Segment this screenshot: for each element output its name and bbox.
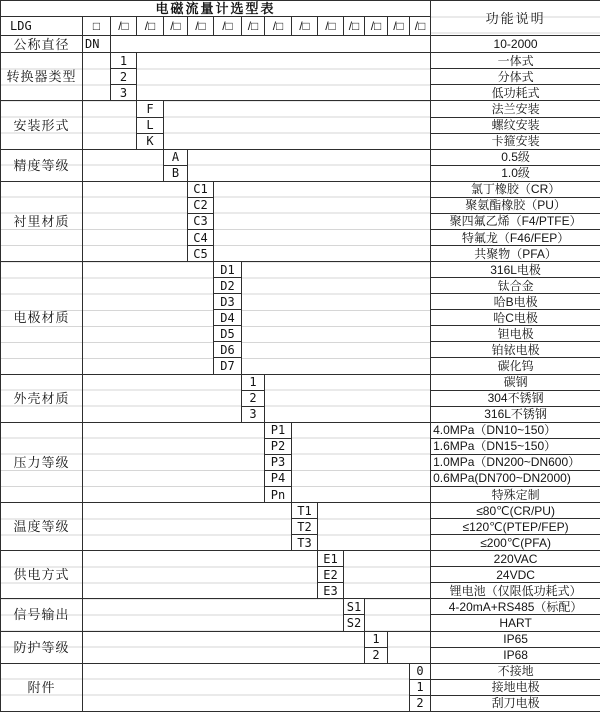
option-code: 2 <box>242 390 265 406</box>
option-code: L <box>137 117 164 133</box>
option-code: P4 <box>265 470 292 486</box>
option-desc: 4-20mA+RS485（标配） <box>431 599 600 615</box>
order-code-slash-box: /□ <box>344 17 365 36</box>
option-code: C3 <box>188 213 214 229</box>
option-desc: 不接地 <box>431 663 600 679</box>
option-desc: 4.0MPa（DN10~150） <box>431 422 600 438</box>
category-label: 信号输出 <box>1 599 83 631</box>
category-label: 外壳材质 <box>1 374 83 422</box>
option-code: D6 <box>214 342 242 358</box>
option-desc: 法兰安装 <box>431 101 600 117</box>
empty-right-span <box>188 149 431 181</box>
option-code: P3 <box>265 454 292 470</box>
option-desc: IP68 <box>431 647 600 663</box>
option-code: DN <box>83 36 111 53</box>
empty-left-span <box>83 503 292 551</box>
option-desc: 卡箍安装 <box>431 133 600 149</box>
empty-right-span <box>137 53 431 101</box>
option-desc: 0.6MPa(DN700~DN2000) <box>431 470 600 486</box>
option-desc: HART <box>431 615 600 631</box>
option-code: P1 <box>265 422 292 438</box>
empty-left-span <box>83 53 111 101</box>
option-code: 3 <box>111 85 137 101</box>
empty-left-span <box>83 551 318 599</box>
table-title: 电磁流量计选型表 <box>1 1 431 17</box>
option-code: D2 <box>214 278 242 294</box>
order-code-slash-box: /□ <box>365 17 388 36</box>
empty-right-span <box>388 631 431 663</box>
option-code: Pn <box>265 486 292 502</box>
option-code: C5 <box>188 246 214 262</box>
order-code-slash-box: /□ <box>214 17 242 36</box>
option-desc: 氯丁橡胶（CR） <box>431 181 600 197</box>
option-code: D5 <box>214 326 242 342</box>
option-desc: 1.6MPa（DN15~150） <box>431 438 600 454</box>
option-desc: 分体式 <box>431 69 600 85</box>
option-desc: 共聚物（PFA） <box>431 246 600 262</box>
category-label: 公称直径 <box>1 36 83 53</box>
option-desc: 刮刀电极 <box>431 695 600 711</box>
option-code: F <box>137 101 164 117</box>
order-code-slash-box: /□ <box>410 17 431 36</box>
option-code: D4 <box>214 310 242 326</box>
option-code: 1 <box>242 374 265 390</box>
option-code: C1 <box>188 181 214 197</box>
option-code: E1 <box>318 551 344 567</box>
option-desc: 聚氨酯橡胶（PU） <box>431 197 600 213</box>
order-code-slash-box: /□ <box>318 17 344 36</box>
category-label: 温度等级 <box>1 503 83 551</box>
category-label: 防护等级 <box>1 631 83 663</box>
category-label: 供电方式 <box>1 551 83 599</box>
model-prefix: LDG <box>1 17 83 36</box>
empty-left-span <box>83 663 410 711</box>
option-desc: 螺纹安装 <box>431 117 600 133</box>
option-desc: 316L电极 <box>431 262 600 278</box>
option-desc: IP65 <box>431 631 600 647</box>
option-code: T2 <box>292 519 318 535</box>
option-code: 3 <box>242 406 265 422</box>
option-code: D7 <box>214 358 242 374</box>
option-code: T1 <box>292 503 318 519</box>
empty-left-span <box>83 374 242 422</box>
option-desc: 220VAC <box>431 551 600 567</box>
option-code: T3 <box>292 535 318 551</box>
empty-right-span <box>214 181 431 261</box>
empty-right-span <box>164 101 431 149</box>
empty-span <box>111 36 431 53</box>
option-code: K <box>137 133 164 149</box>
empty-right-span <box>265 374 431 422</box>
option-code: 2 <box>365 647 388 663</box>
option-code: C4 <box>188 229 214 245</box>
option-code: B <box>164 165 188 181</box>
empty-right-span <box>292 422 431 502</box>
option-code: E2 <box>318 567 344 583</box>
option-desc: 碳化钨 <box>431 358 600 374</box>
option-desc: 铂铱电极 <box>431 342 600 358</box>
option-desc: ≤200℃(PFA) <box>431 535 600 551</box>
selection-table-body <box>1 1 600 712</box>
option-desc: 1.0MPa（DN200~DN600） <box>431 454 600 470</box>
option-desc: 钽电极 <box>431 326 600 342</box>
empty-left-span <box>83 149 164 181</box>
empty-right-span <box>242 262 431 374</box>
order-code-slash-box: /□ <box>265 17 292 36</box>
empty-left-span <box>83 262 214 374</box>
option-desc: 1.0级 <box>431 165 600 181</box>
category-label: 衬里材质 <box>1 181 83 261</box>
option-code: D3 <box>214 294 242 310</box>
option-code: C2 <box>188 197 214 213</box>
order-code-box: □ <box>83 17 111 36</box>
empty-right-span <box>318 503 431 551</box>
category-label: 压力等级 <box>1 422 83 502</box>
option-code: 2 <box>410 695 431 711</box>
option-desc: 24VDC <box>431 567 600 583</box>
order-code-slash-box: /□ <box>137 17 164 36</box>
option-desc: 接地电极 <box>431 679 600 695</box>
option-code: A <box>164 149 188 165</box>
option-code: D1 <box>214 262 242 278</box>
option-code: 1 <box>111 53 137 69</box>
order-code-slash-box: /□ <box>388 17 410 36</box>
option-desc: 碳钢 <box>431 374 600 390</box>
empty-left-span <box>83 181 188 261</box>
category-label: 电极材质 <box>1 262 83 374</box>
empty-right-span <box>344 551 431 599</box>
option-code: 2 <box>111 69 137 85</box>
option-desc: 特氟龙（F46/FEP） <box>431 229 600 245</box>
category-label: 转换器类型 <box>1 53 83 101</box>
empty-left-span <box>83 599 344 631</box>
option-code: 0 <box>410 663 431 679</box>
empty-left-span <box>83 422 265 502</box>
option-code: S2 <box>344 615 365 631</box>
option-desc: 低功耗式 <box>431 85 600 101</box>
order-code-slash-box: /□ <box>111 17 137 36</box>
option-desc: 哈B电极 <box>431 294 600 310</box>
option-code: 1 <box>365 631 388 647</box>
option-desc: 10-2000 <box>431 36 600 53</box>
order-code-slash-box: /□ <box>164 17 188 36</box>
option-desc: 哈C电极 <box>431 310 600 326</box>
empty-right-span <box>365 599 431 631</box>
option-code: S1 <box>344 599 365 615</box>
option-desc: 0.5级 <box>431 149 600 165</box>
option-desc: 316L不锈钢 <box>431 406 600 422</box>
option-desc: 锂电池（仅限低功耗式） <box>431 583 600 599</box>
option-desc: 304不锈钢 <box>431 390 600 406</box>
option-code: P2 <box>265 438 292 454</box>
order-code-slash-box: /□ <box>188 17 214 36</box>
option-desc: 特殊定制 <box>431 486 600 502</box>
option-code: E3 <box>318 583 344 599</box>
category-label: 精度等级 <box>1 149 83 181</box>
option-desc: ≤120℃(PTEP/FEP) <box>431 519 600 535</box>
empty-left-span <box>83 101 137 149</box>
empty-left-span <box>83 631 365 663</box>
category-label: 安装形式 <box>1 101 83 149</box>
option-desc: 聚四氟乙烯（F4/PTFE） <box>431 213 600 229</box>
option-desc: 一体式 <box>431 53 600 69</box>
option-desc: 钛合金 <box>431 278 600 294</box>
order-code-slash-box: /□ <box>242 17 265 36</box>
order-code-slash-box: /□ <box>292 17 318 36</box>
option-code: 1 <box>410 679 431 695</box>
option-desc: ≤80℃(CR/PU) <box>431 503 600 519</box>
category-label: 附件 <box>1 663 83 711</box>
function-column-header: 功能说明 <box>431 1 600 36</box>
